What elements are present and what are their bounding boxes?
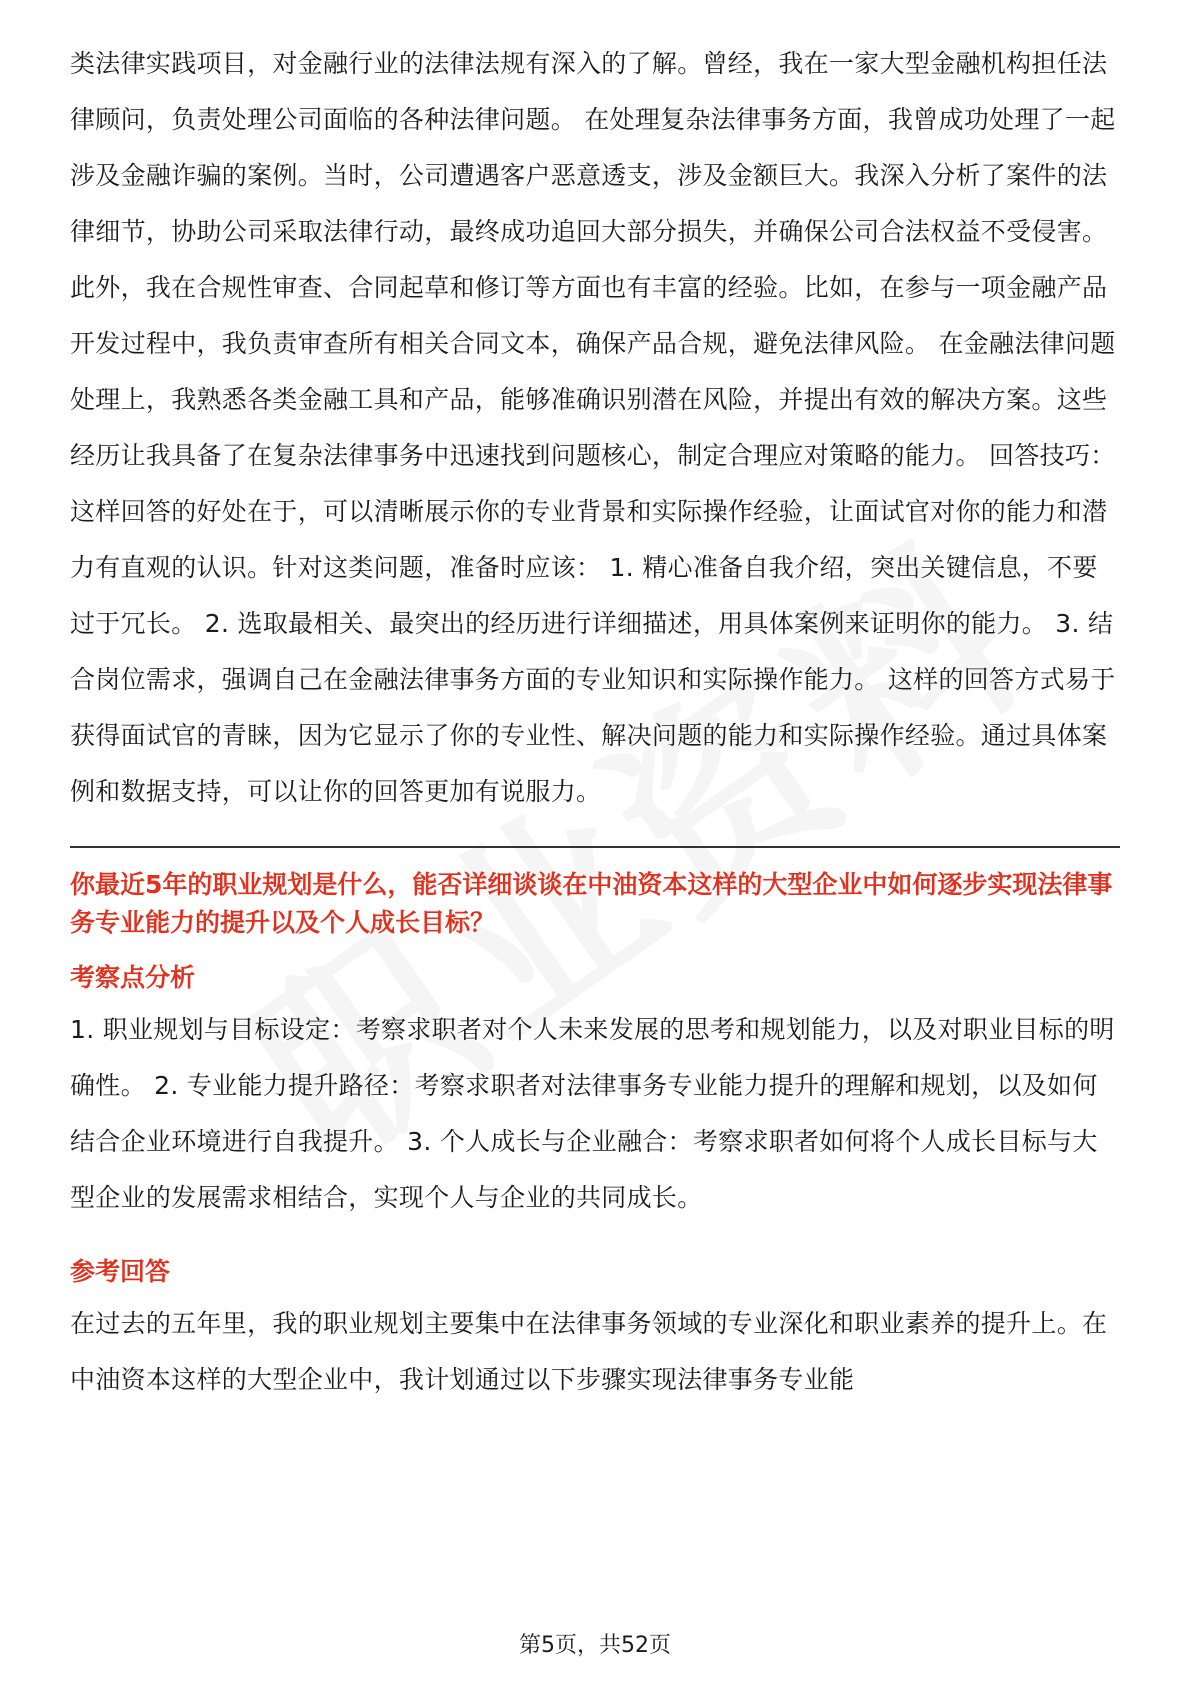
page-content [70, 36, 1120, 1408]
section-spacer [70, 1226, 1120, 1252]
analysis-section [70, 958, 1120, 1226]
reference-section [70, 1252, 1120, 1408]
section-divider [70, 846, 1120, 848]
question-heading: 你最近5年的职业规划是什么，能否详细谈谈在中油资本这样的大型企业中如何逐步实现法律事务专业能力的提升以及个人成长目标？ [70, 870, 1113, 937]
reference-text: 在过去的五年里，我的职业规划主要集中在法律事务领域的专业深化和职业素养的提升上。在中油资本这样的大型企业中，我计划通过以下步骤实现法律事务专业能 [70, 1309, 1108, 1394]
reference-title: 参考回答 [70, 1257, 171, 1286]
analysis-text: 1. 职业规划与目标设定：考察求职者对个人未来发展的思考和规划能力，以及对职业目标的明确性。 2. 专业能力提升路径：考察求职者对法律事务专业能力提升的理解和规划，以及如何结合企业环境进行自我提升。 3. 个人成长与企业融合：考察求职者如何将个人成长目标与大型企业的发展需求相结合，实现个人与企业的共同成长。 [70, 1015, 1115, 1212]
page-number: 第5页，共52页 [519, 1633, 671, 1658]
intro-paragraph: 类法律实践项目，对金融行业的法律法规有深入的了解。曾经，我在一家大型金融机构担任法律顾问，负责处理公司面临的各种法律问题。 在处理复杂法律事务方面，我曾成功处理了一起涉及金融诈骗的案例。当时，公司遭遇客户恶意透支，涉及金额巨大。我深入分析了案件的法律细节，协助公司采取法律行动，最终成功追回大部分损失，并确保公司合法权益不受侵害。 此外，我在合规性审查、合同起草和修订等方面也有丰富的经验。比如，在参与一项金融产品开发过程中，我负责审查所有相关合同文本，确保产品合规，避免法律风险。 在金融法律问题处理上，我熟悉各类金融工具和产品，能够准确识别潜在风险，并提出有效的解决方案。这些经历让我具备了在复杂法律事务中迅速找到问题核心，制定合理应对策略的能力。 回答技巧： 这样回答的好处在于，可以清晰展示你的专业背景和实际操作经验，让面试官对你的能力和潜力有直观的认识。针对这类问题，准备时应该： 1. 精心准备自我介绍，突出关键信息，不要过于冗长。 2. 选取最相关、最突出的经历进行详细描述，用具体案例来证明你的能力。 3. 结合岗位需求，强调自己在金融法律事务方面的专业知识和实际操作能力。 这样的回答方式易于获得面试官的青睐，因为它显示了你的专业性、解决问题的能力和实际操作经验。通过具体案例和数据支持，可以让你的回答更加有说服力。 [70, 49, 1116, 806]
analysis-title: 考察点分析 [70, 963, 196, 992]
